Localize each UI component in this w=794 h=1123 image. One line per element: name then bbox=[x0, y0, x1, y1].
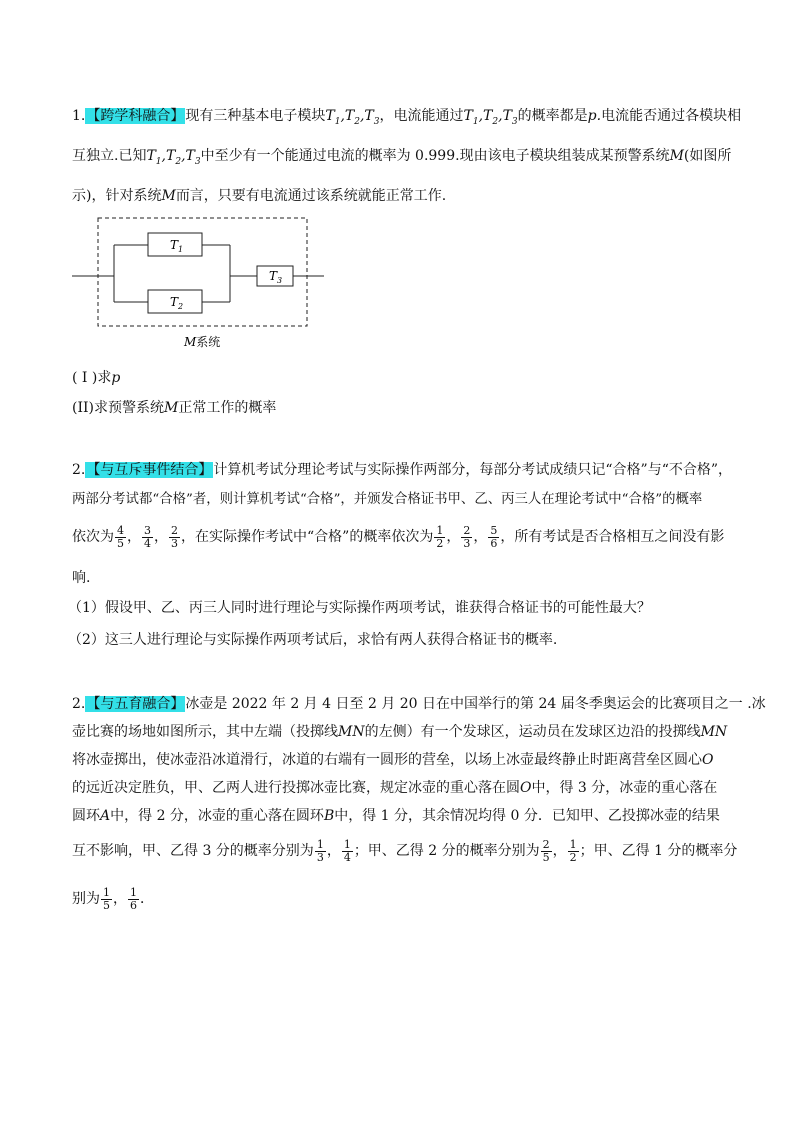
q3-tag: 【与五育融合】 bbox=[86, 696, 185, 712]
q3-line-5: 圆环A中，得 2 分，冰壶的重心落在圆环B中，得 1 分，其余情况均得 0 分．已知甲、乙投掷冰壶的结果 bbox=[72, 808, 720, 824]
q3-line-7: 别为 $\frac{1}{5}$ ， $\frac{1}{6}$ ． bbox=[72, 885, 154, 912]
fraction: $\frac{1}{3}$ bbox=[316, 837, 324, 864]
q1-number: 1 bbox=[72, 108, 81, 124]
q2-line-3: 依次为 $\frac{4}{5}$ ， $\frac{3}{4}$ ， $\frac{2}{3}$ ，在实际操作考试中“合格”的概率依次为 $\frac{1}{2}$ ， $\frac{2}{3}$ ， $\frac{5}{6}$ ，所有考试是否合格相互之间没有影 bbox=[72, 523, 725, 550]
fraction: $\frac{1}{5}$ bbox=[103, 885, 110, 912]
q2-line-2: 两部分考试都“合格”者，则计算机考试“合格”，并颁发合格证书甲、乙、丙三人在理论考试中“合格”的概率 bbox=[72, 492, 703, 507]
module-t1-label: $T_1$ bbox=[170, 238, 184, 254]
module-t2-label: $T_2$ bbox=[170, 295, 184, 311]
q3-line-4: 的远近决定胜负，甲、乙两人进行投掷冰壶比赛，规定冰壶的重心落在圆O中，得 3 分，冰壶的重心落在 bbox=[72, 780, 718, 796]
q2-line-1: 2.【与互斥事件结合】计算机考试分理论考试与实际操作两部分，每部分考试成绩只记“合格”与“不合格”， bbox=[72, 462, 733, 478]
fraction: $\frac{5}{6}$ bbox=[490, 523, 498, 550]
fraction: $\frac{1}{2}$ bbox=[569, 837, 577, 864]
circuit-diagram bbox=[72, 214, 332, 354]
question-1 bbox=[72, 106, 742, 416]
q1-line-3: 示)，针对系统M而言，只要有电流通过该系统就能正常工作. bbox=[72, 188, 447, 204]
question-3 bbox=[72, 694, 766, 934]
fraction: $\frac{2}{3}$ bbox=[463, 523, 471, 550]
module-t3-label: $T_3$ bbox=[269, 269, 283, 285]
fraction: $\frac{2}{3}$ bbox=[171, 523, 178, 550]
q2-sub-2: （2）这三人进行理论与实际操作两项考试后，求恰有两人获得合格证书的概率. bbox=[68, 632, 558, 648]
q1-line-2: 互独立.已知$T_1,T_2,T_3$中至少有一个能通过电流的概率为 0.999.现由该电子模块组装成某预警系统M(如图所 bbox=[72, 148, 732, 167]
q3-line-3: 将冰壶掷出，使冰壶沿冰道滑行，冰道的右端有一圆形的营垒，以场上冰壶最终静止时距离营垒区圆心O bbox=[72, 752, 714, 768]
fraction: $\frac{4}{5}$ bbox=[117, 523, 124, 550]
q3-line-6: 互不影响，甲、乙得 3 分的概率分别为 $\frac{1}{3}$ ， $\frac{1}{4}$ ；甲、乙得 2 分的概率分别为 $\frac{2}{5}$ ， $\frac{1}{2}$ ；甲、乙得 1 分的概率分 bbox=[72, 837, 738, 864]
q2-tag: 【与互斥事件结合】 bbox=[86, 462, 213, 478]
q3-line-2: 壶比赛的场地如图所示，其中左端（投掷线MN的左侧）有一个发球区，运动员在发球区边沿的投掷线MN bbox=[72, 724, 728, 740]
fraction: $\frac{1}{4}$ bbox=[343, 837, 351, 864]
q2-line-4: 响. bbox=[72, 570, 91, 586]
q1-tag: 【跨学科融合】 bbox=[86, 108, 185, 124]
diagram-caption: M系统 bbox=[184, 335, 221, 349]
question-2 bbox=[68, 460, 733, 650]
q1-line-1: 1.【跨学科融合】现有三种基本电子模块$T_1,T_2,T_3$，电流能通过$T_1,T_2,T_3$的概率都是p.电流能否通过各模块相 bbox=[72, 108, 742, 127]
fraction: $\frac{1}{2}$ bbox=[436, 523, 444, 550]
q1-part-2: (II)求预警系统M正常工作的概率 bbox=[72, 400, 277, 416]
q3-line-1: 2.【与五育融合】冰壶是 2022 年 2 月 4 日至 2 月 20 日在中国举行的第 24 届冬季奥运会的比赛项目之一 .冰 bbox=[72, 696, 766, 712]
fraction: $\frac{2}{5}$ bbox=[542, 837, 550, 864]
fraction: $\frac{1}{6}$ bbox=[130, 885, 137, 912]
q2-sub-1: （1）假设甲、乙、丙三人同时进行理论与实际操作两项考试，谁获得合格证书的可能性最大？ bbox=[68, 600, 651, 616]
fraction: $\frac{3}{4}$ bbox=[144, 523, 151, 550]
q1-part-1: ( I )求p bbox=[72, 370, 121, 386]
q1-symbols: $T_1,T_2,T_3$ bbox=[325, 108, 380, 127]
